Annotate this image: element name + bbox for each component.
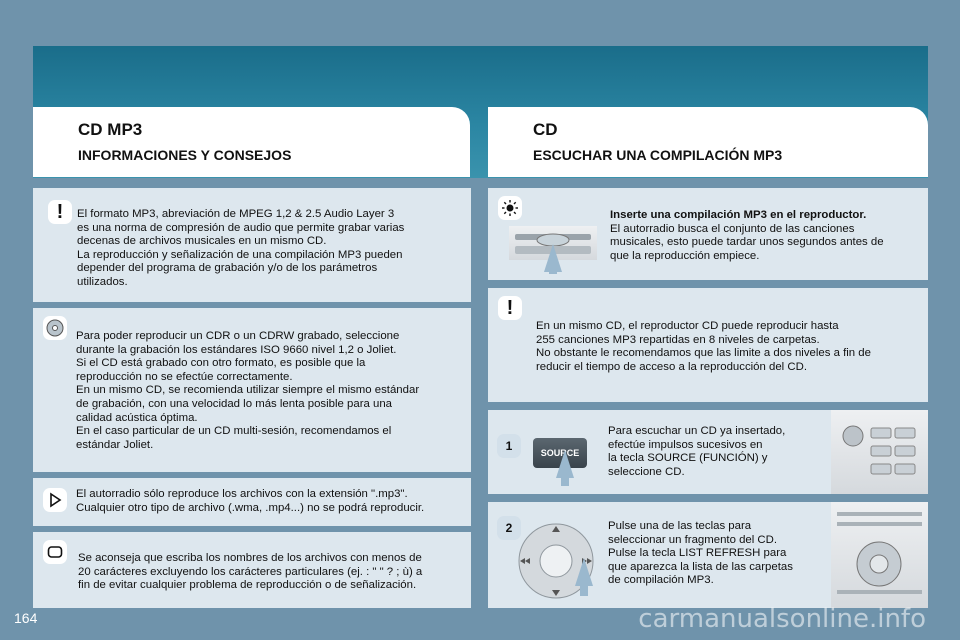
info-panel-cdr-recording — [33, 308, 471, 472]
left-subtitle: INFORMACIONES Y CONSEJOS — [78, 147, 292, 163]
info-text-mp3-format: El formato MP3, abreviación de MPEG 1,2 & 2.5 Audio Layer 3 es una norma de compresión de audio que permite grabar varias decenas de archivos musicales en un mismo CD. La reproducción y señalización de una compilación MP3 pueden depender del programa de grabación y/o de los parámetros utilizados. — [77, 208, 405, 288]
watermark: carmanualsonline.info — [638, 604, 926, 634]
step-1-badge: 1 — [497, 434, 521, 458]
info-panel-mp3-extension — [33, 478, 471, 526]
left-title-box — [33, 107, 470, 177]
right-subtitle: ESCUCHAR UNA COMPILACIÓN MP3 — [533, 147, 783, 163]
right-title: CD — [533, 120, 558, 139]
info-text-insert-cd: Inserte una compilación MP3 en el reproductor. El autorradio busca el conjunto de las canciones musicales, esto puede tardar unos segundos antes de que la reproducción empiece. — [610, 209, 884, 262]
radio-source-panel-image — [831, 410, 928, 494]
info-text-folder-levels: En un mismo CD, el reproductor CD puede reproducir hasta 255 canciones MP3 repartidas en 8 niveles de carpetas. No obstante le recomendamos que las limite a dos niveles a fin de reducir el tiempo de acceso a la reproducción del CD. — [536, 320, 871, 373]
step-1-text: Para escuchar un CD ya insertado, efectúe impulsos sucesivos en la tecla SOURCE (FUNCIÓN) y seleccione CD. — [608, 425, 786, 478]
page-number: 164 — [14, 610, 38, 626]
exclamation-icon: ! — [48, 200, 72, 224]
step-2-badge: 2 — [497, 516, 521, 540]
exclamation-icon: ! — [498, 296, 522, 320]
cd-icon — [43, 316, 67, 340]
info-panel-file-names — [33, 532, 471, 608]
note-icon — [43, 540, 67, 564]
info-panel-folder-levels — [488, 288, 928, 402]
next-arrow-icon — [575, 558, 593, 586]
step-2-text: Pulse una de las teclas para seleccionar un fragmento del CD. Pulse la tecla LIST REFRESH para que aparezca la lista de las carpetas de compilación MP3. — [608, 520, 793, 587]
info-text-file-names: Se aconseja que escriba los nombres de los archivos con menos de 20 carácteres excluyendo los carácteres particulares (ej. : " " ? ; ù) a fin de evitar cualquier problema de reproducción o de señalización. — [78, 552, 423, 592]
sun-icon — [498, 196, 522, 220]
radio-navigation-panel-image — [831, 502, 928, 608]
source-arrow-icon — [556, 450, 574, 478]
left-title: CD MP3 — [78, 120, 143, 139]
source-button[interactable]: SOURCE — [533, 438, 587, 468]
insert-arrow-icon — [544, 244, 562, 272]
info-text-cdr-recording: Para poder reproducir un CDR o un CDRW grabado, seleccione durante la grabación los estándares ISO 9660 nivel 1,2 o Joliet. Si el CD está grabado con otro formato, es posible que la reproducción no se efectúe correctamente. En un mismo CD, se recomienda utilizar siempre el mismo estándar de grabación, con una velocidad lo más lenta posible para una calidad acústica óptima. En el caso particular de un CD multi-sesión, recomendamos el estándar Joliet. — [76, 330, 420, 451]
info-panel-insert-cd — [488, 188, 928, 280]
info-panel-mp3-format — [33, 188, 471, 302]
info-text-mp3-extension: El autorradio sólo reproduce los archivos con la extensión ".mp3". Cualquier otro tipo de archivo (.wma, .mp4...) no se podrá reproducir. — [76, 488, 425, 514]
play-icon — [43, 488, 67, 512]
right-title-box — [488, 107, 928, 177]
